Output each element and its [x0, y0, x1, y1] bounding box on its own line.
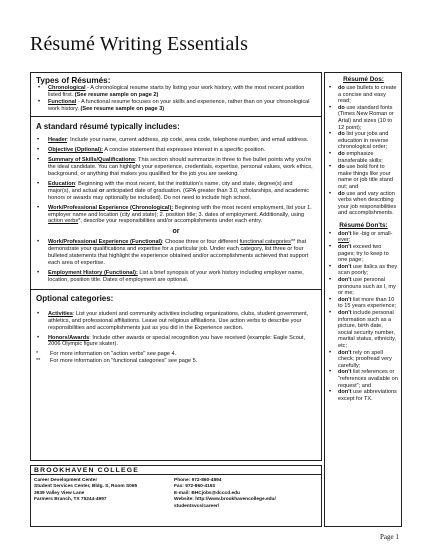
- address-block: [34, 478, 174, 510]
- do-item: [329, 191, 398, 217]
- dont-item: [329, 389, 398, 402]
- list-item-employment-history: [36, 270, 316, 284]
- do-item: [329, 105, 398, 131]
- dos-list: [329, 85, 398, 217]
- dont-term: don't: [338, 369, 352, 376]
- dont-term: don't: [338, 277, 352, 284]
- standard-list: [36, 137, 316, 225]
- do-text: use standard fonts (Times New Roman or Arial) and sizes (10 to 12 point);: [338, 104, 394, 131]
- do-text: use bold font to make things like your name or job title stand out; and: [338, 164, 394, 190]
- do-text: list your jobs and education in reverse chronological order;: [338, 131, 389, 151]
- dont-text: ;: [348, 237, 351, 244]
- standard-list-functional: [36, 239, 316, 283]
- dont-text: include personal information such as a picture, birth date, social security number, marital status, ethnicity, etc;: [338, 310, 397, 349]
- dont-term: don't: [338, 263, 352, 270]
- standard-heading: A standard résumé typically includes:: [36, 122, 180, 132]
- item-term: Objective (Optional):: [48, 147, 104, 154]
- do-item: [329, 85, 398, 105]
- website-link-cont[interactable]: studentsvcs/career/: [174, 503, 220, 509]
- footnote-mark: *: [36, 351, 39, 358]
- do-term: do: [338, 164, 345, 171]
- or-divider: or: [172, 228, 180, 236]
- item-term: Work/Professional Experience (Chronological):: [48, 204, 174, 211]
- item-text: ** that demonstrate your qualifications and expertise for a particular job. Under each category, list three or four bulleted statements that highlight the experience obtained and/or accomplishments achieved that support each area of expertise.: [48, 239, 309, 267]
- footnote-mark: **: [36, 358, 41, 365]
- college-name: BROOKHAVEN COLLEGE: [31, 466, 321, 475]
- list-item-activities: [36, 311, 316, 332]
- dont-text: use personal pronouns such as I, my or me;: [338, 277, 396, 297]
- dont-text: rely on spell check; proofread very carefully;: [338, 349, 392, 369]
- item-term: Summary of Skills/Qualifications: [48, 157, 136, 164]
- footnote-text: For more information on "action verbs" see page 4.: [50, 351, 177, 358]
- list-item-experience-chronological: [36, 205, 316, 226]
- item-text: *, describe your responsibilities and/or accomplishments under each entry.: [78, 218, 263, 225]
- dont-item: [329, 231, 398, 244]
- type-text: - A functional resume focuses on your skills and experience, rather than on your chronological work history.: [48, 99, 310, 113]
- item-text: : List your student and community activities including organizations, clubs, student government, athletics, and professional affiliations. Leave out religious affiliations. Use action verbs to describe your responsibilities and accomplishments just as you did in the Experience section.: [48, 310, 309, 331]
- dont-text: use italics as they scan poorly;: [338, 263, 398, 277]
- functional-categories-link[interactable]: functional categories: [239, 239, 291, 246]
- dont-item: [329, 297, 398, 310]
- do-term: do: [338, 150, 345, 157]
- item-term: Activities: [48, 310, 73, 317]
- footnotes: [36, 351, 316, 365]
- address-line: 3939 Valley View Lane: [34, 490, 85, 496]
- type-item-chronological: [36, 85, 316, 99]
- dont-item: [329, 244, 398, 264]
- page-number: Page 1: [380, 533, 399, 541]
- item-term: Employment History (Functional):: [48, 269, 138, 276]
- dont-term: don't: [338, 389, 352, 396]
- do-item: [329, 151, 398, 164]
- dont-text: use abbreviations except for TX.: [338, 389, 397, 402]
- phone-text: Phone: 972-860-4894: [174, 478, 222, 483]
- dont-item: [329, 310, 398, 350]
- dont-item: [329, 350, 398, 370]
- footnote: [36, 351, 316, 358]
- type-emph: (See resume sample on page 3): [80, 106, 165, 113]
- do-term: do: [338, 85, 345, 91]
- do-item: [329, 131, 398, 151]
- fax-text: Fax: 972-860-4193: [174, 484, 216, 490]
- address-line: Student Services Center, Bldg. S, Room S065: [34, 484, 138, 490]
- item-emph: or: [99, 187, 105, 194]
- item-term: Honors/Awards: [48, 334, 90, 341]
- optional-list: [36, 311, 316, 349]
- main-content-box: [30, 72, 322, 461]
- item-text: : Include your name, current address, zip code, area code, telephone number, and email address.: [66, 137, 309, 144]
- dont-term: don't: [338, 349, 352, 356]
- dont-item: [329, 277, 398, 297]
- dont-item: [329, 369, 398, 389]
- item-text: List a brief synopsis of your work history including employer name, location, position title. Dates of employment are optional.: [48, 269, 304, 283]
- types-heading: Types of Résumés:: [36, 76, 111, 85]
- dont-emph: ever: [338, 237, 349, 244]
- dont-text: list more than 10 to 15 years experience;: [338, 296, 397, 310]
- page-title: Résumé Writing Essentials: [30, 33, 248, 55]
- item-text: : Beginning with the most recent, list the institution's name, city and state, degree(s) and major(s), and actual: [48, 180, 293, 194]
- dont-term: don't: [338, 310, 352, 316]
- item-text: : Choose three or four different: [161, 239, 240, 246]
- website-link[interactable]: Website: http://www.brookhavencollege.edu/: [174, 497, 276, 503]
- dont-text: exceed two pages; try to keep to one page;: [338, 244, 389, 264]
- list-item-experience-functional: [36, 239, 316, 267]
- item-text: : This section should summarize in three to five bullet points why you're the ideal candidate. You can highlight your experience, credentials, expertise, personal values, work ethics, background, or anything that makes you qualified for the job you are seeking.: [48, 157, 313, 177]
- do-term: do: [338, 190, 345, 197]
- dont-term: don't: [338, 296, 352, 303]
- dont-term: don't: [338, 244, 352, 251]
- item-term: Work/Professional Experience (Functional): [48, 239, 162, 246]
- standard-resume-section: [31, 117, 321, 289]
- list-item-objective: [36, 147, 316, 154]
- dont-text: lie -big or small-: [351, 230, 393, 237]
- do-text: use and vary action verbs when describing your job responsibilities and accomplishments.: [338, 190, 397, 217]
- item-text: : Include other awards or special recognition you have received (example: Eagle Scout, 2006 Olympic figure skater).: [48, 334, 306, 348]
- item-text: anticipated date of graduation. (GPA greater than 3.0, scholarships, and academic honors or awards may optionally be included). Do not need to include high school.: [48, 187, 310, 201]
- footnote-text: For more information on "functional categories" see page 5.: [50, 358, 198, 365]
- dos-heading: Résumé Dos:: [343, 76, 384, 83]
- address-line: Farmers Branch, TX 75244-4997: [34, 497, 107, 503]
- donts-list: [329, 231, 398, 402]
- do-term: do: [338, 131, 345, 138]
- type-item-functional: [36, 99, 316, 113]
- list-item-honors: [36, 335, 316, 349]
- do-text: emphasize transferable skills;: [338, 150, 383, 164]
- do-term: do: [338, 104, 345, 111]
- address-line: Career Development Center: [34, 478, 98, 483]
- do-text: use bullets to create a concise and easy read;: [338, 85, 397, 105]
- list-item-summary: [36, 157, 316, 178]
- type-emph: (See resume sample on page 2): [74, 92, 159, 99]
- do-item: [329, 164, 398, 190]
- contact-footer: [30, 465, 322, 527]
- item-term: Header: [48, 137, 67, 144]
- dont-text: list references or "references available on request"; and: [338, 369, 398, 389]
- footnote: [36, 358, 316, 365]
- item-term: Education: [48, 180, 76, 187]
- type-text: - A chronological resume starts by listing your work history, with the most recent position listed first.: [48, 85, 305, 99]
- email-link[interactable]: E-mail: BHCjobs@dcccd.edu: [174, 490, 240, 496]
- donts-heading: Résumé Don'ts:: [339, 221, 388, 229]
- type-term: Chronological: [48, 85, 86, 91]
- types-list: [36, 85, 316, 113]
- item-text: A concise statement that expresses interest in a specific position.: [103, 147, 266, 154]
- contact-block: [174, 478, 276, 510]
- list-item-header: [36, 137, 316, 144]
- optional-heading: Optional categories:: [36, 293, 114, 303]
- action-verbs-link[interactable]: action verbs: [48, 218, 79, 225]
- list-item-education: [36, 181, 316, 202]
- optional-categories-section: [31, 290, 321, 368]
- type-term: Functional: [48, 99, 77, 106]
- dos-donts-sidebar: [324, 72, 402, 527]
- dont-item: [329, 264, 398, 277]
- dont-term: don't: [338, 230, 352, 237]
- types-of-resumes-section: [31, 73, 321, 117]
- item-text: Beginning with the most recent employment, list your 1. employer name and location (city and state); 2. position title; 3. dates of employment. Additionally, using: [48, 204, 312, 218]
